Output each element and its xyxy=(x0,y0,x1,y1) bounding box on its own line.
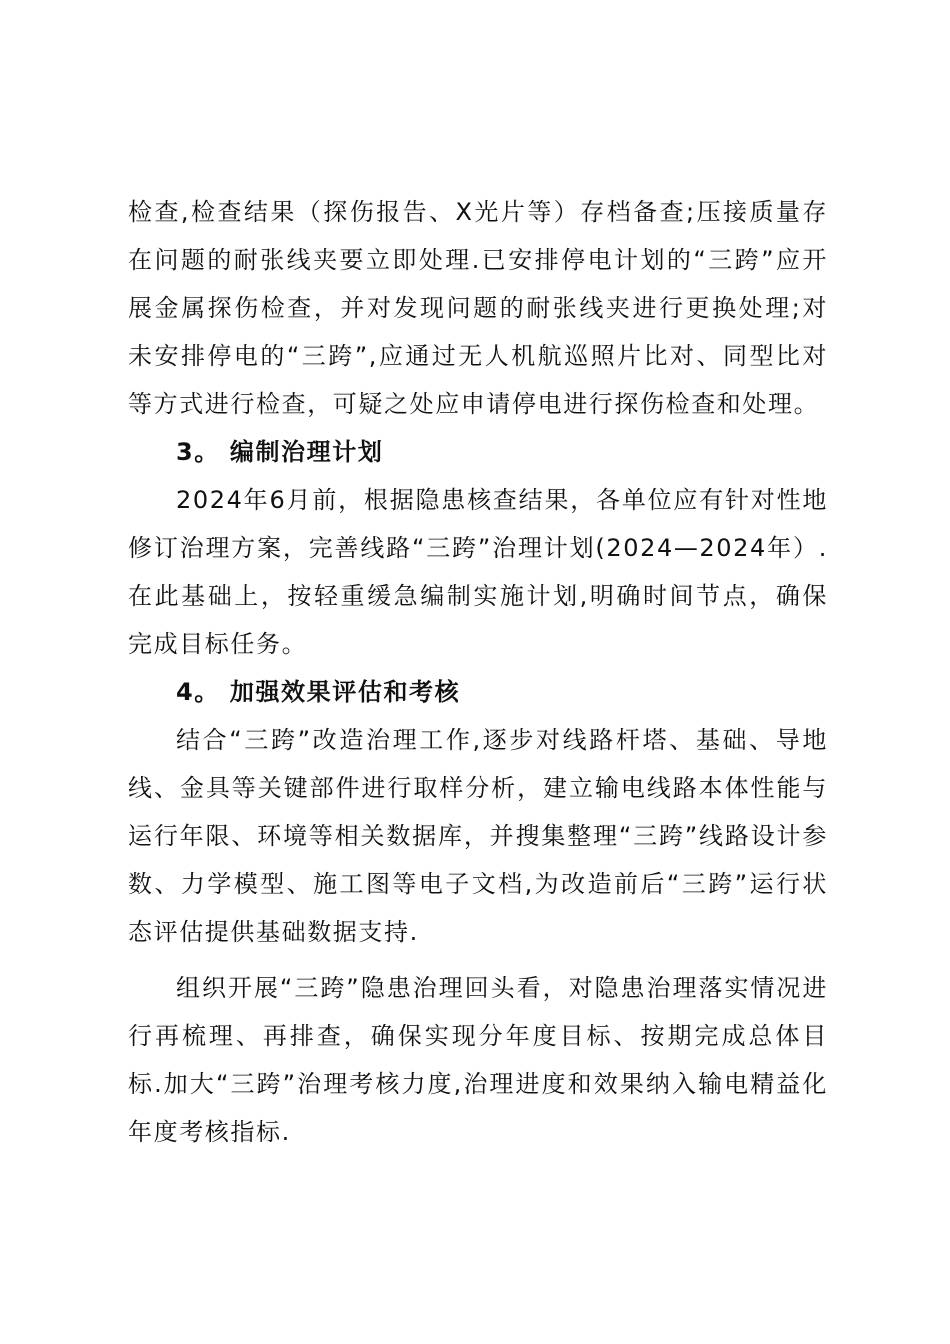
heading-section-3: 3。 编制治理计划 xyxy=(176,438,384,466)
paragraph-inspection: 检查,检查结果（探伤报告、X光片等）存档备查;压接质量存在问题的耐张线夹要立即处理.已安排停电计划的“三跨”应开展金属探伤检查，并对发现问题的耐张线夹进行更换处理;对未安排停电的“三跨”,应通过无人机航巡照片比对、同型比对等方式进行检查，可疑之处应申请停电进行探伤检查和处理。 xyxy=(128,198,828,418)
paragraph-evaluation: 结合“三跨”改造治理工作,逐步对线路杆塔、基础、导地线、金具等关键部件进行取样分析，建立输电线路本体性能与运行年限、环境等相关数据库，并搜集整理“三跨”线路设计参数、力学模型、施工图等电子文档,为改造前后“三跨”运行状态评估提供基础数据支持. xyxy=(128,726,828,946)
paragraph-review: 组织开展“三跨”隐患治理回头看，对隐患治理落实情况进行再梳理、再排查，确保实现分年度目标、按期完成总体目标.加大“三跨”治理考核力度,治理进度和效果纳入输电精益化年度考核指标. xyxy=(128,974,828,1146)
document-body xyxy=(128,188,828,1156)
paragraph-plan: 2024年6月前，根据隐患核查结果，各单位应有针对性地修订治理方案，完善线路“三跨”治理计划(2024—2024年）.在此基础上，按轻重缓急编制实施计划,明确时间节点，确保完成目标任务。 xyxy=(128,486,828,658)
heading-section-4: 4。 加强效果评估和考核 xyxy=(176,678,461,706)
